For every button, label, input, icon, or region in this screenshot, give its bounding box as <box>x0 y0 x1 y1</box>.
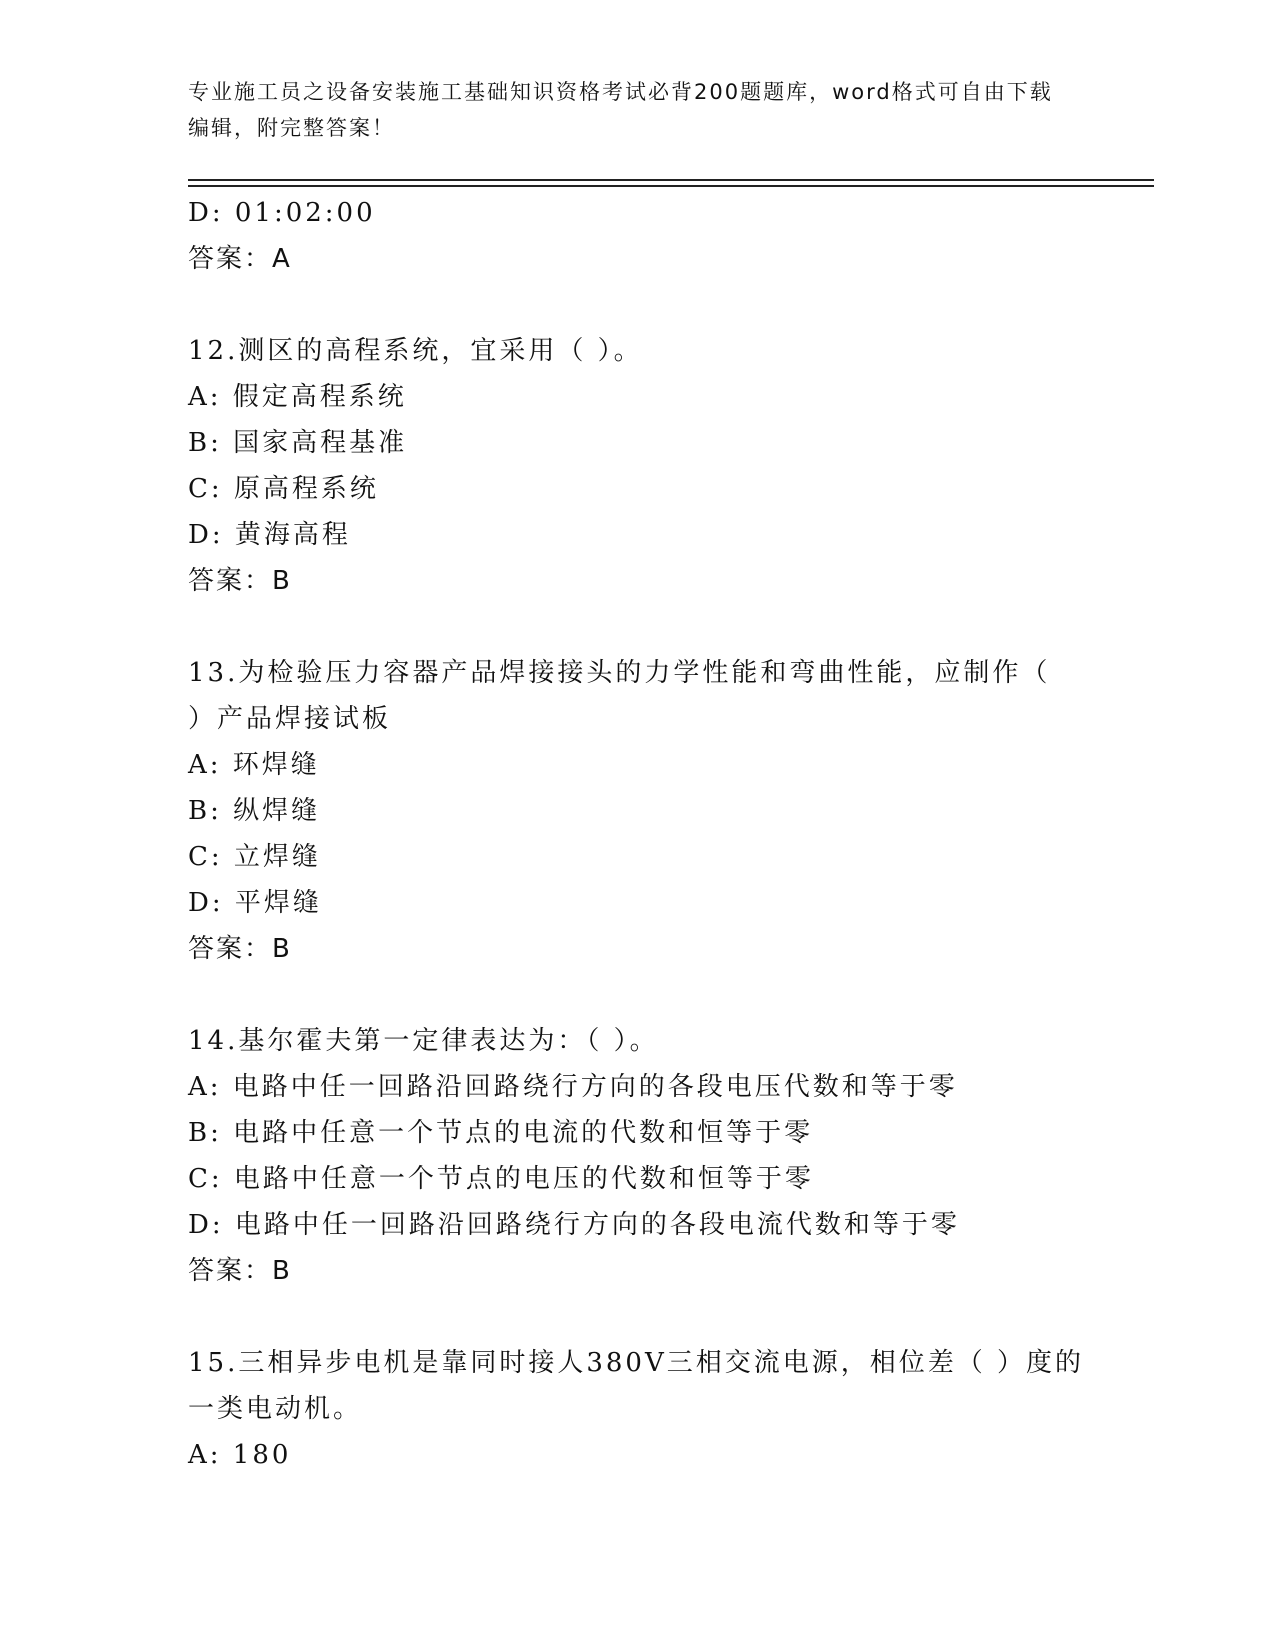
spacer <box>188 282 1088 328</box>
answer: 答案：B <box>188 934 292 964</box>
option-b: B: 电路中任意一个节点的电流的代数和恒等于零 <box>188 1118 814 1148</box>
answer: 答案：B <box>188 1256 292 1286</box>
question-stem: 12.测区的高程系统，宜采用（ ）。 <box>188 336 643 366</box>
document-header: 专业施工员之设备安装施工基础知识资格考试必背200题题库，word格式可自由下载编辑，附完整答案！ <box>188 80 1053 140</box>
question-block-15 <box>188 1340 1088 1478</box>
option-d: D: 电路中任一回路沿回路绕行方向的各段电流代数和等于零 <box>188 1210 960 1240</box>
header-rule-top <box>188 179 1154 181</box>
spacer <box>188 972 1088 1018</box>
answer-previous: 答案：A <box>188 244 292 274</box>
question-content <box>188 190 1088 1478</box>
option-a: A: 环焊缝 <box>188 750 320 780</box>
option-c: C: 立焊缝 <box>188 842 321 872</box>
option-a: A: 电路中任一回路沿回路绕行方向的各段电压代数和等于零 <box>188 1072 958 1102</box>
option-d: D: 黄海高程 <box>188 520 351 550</box>
option-a: A: 180 <box>188 1440 292 1470</box>
option-a: A: 假定高程系统 <box>188 382 407 412</box>
question-stem: 15.三相异步电机是靠同时接人380V三相交流电源，相位差（ ）度的 <box>188 1348 1085 1378</box>
question-stem-continued: 一类电动机。 <box>188 1394 363 1424</box>
answer: 答案：B <box>188 566 292 596</box>
option-c: C: 原高程系统 <box>188 474 379 504</box>
option-c: C: 电路中任意一个节点的电压的代数和恒等于零 <box>188 1164 814 1194</box>
question-block-13 <box>188 650 1088 972</box>
option-d: D: 平焊缝 <box>188 888 322 918</box>
question-stem: 13.为检验压力容器产品焊接接头的力学性能和弯曲性能，应制作（ <box>188 658 1051 688</box>
header-rule-bottom <box>188 185 1154 187</box>
question-stem: 14.基尔霍夫第一定律表达为：（ ）。 <box>188 1026 659 1056</box>
spacer <box>188 1294 1088 1340</box>
question-block-14 <box>188 1018 1088 1294</box>
question-stem-continued: ）产品焊接试板 <box>188 704 392 734</box>
option-b: B: 纵焊缝 <box>188 796 321 826</box>
question-block-12 <box>188 328 1088 604</box>
option-d-previous: D: 01:02:00 <box>188 198 376 228</box>
spacer <box>188 604 1088 650</box>
option-b: B: 国家高程基准 <box>188 428 408 458</box>
